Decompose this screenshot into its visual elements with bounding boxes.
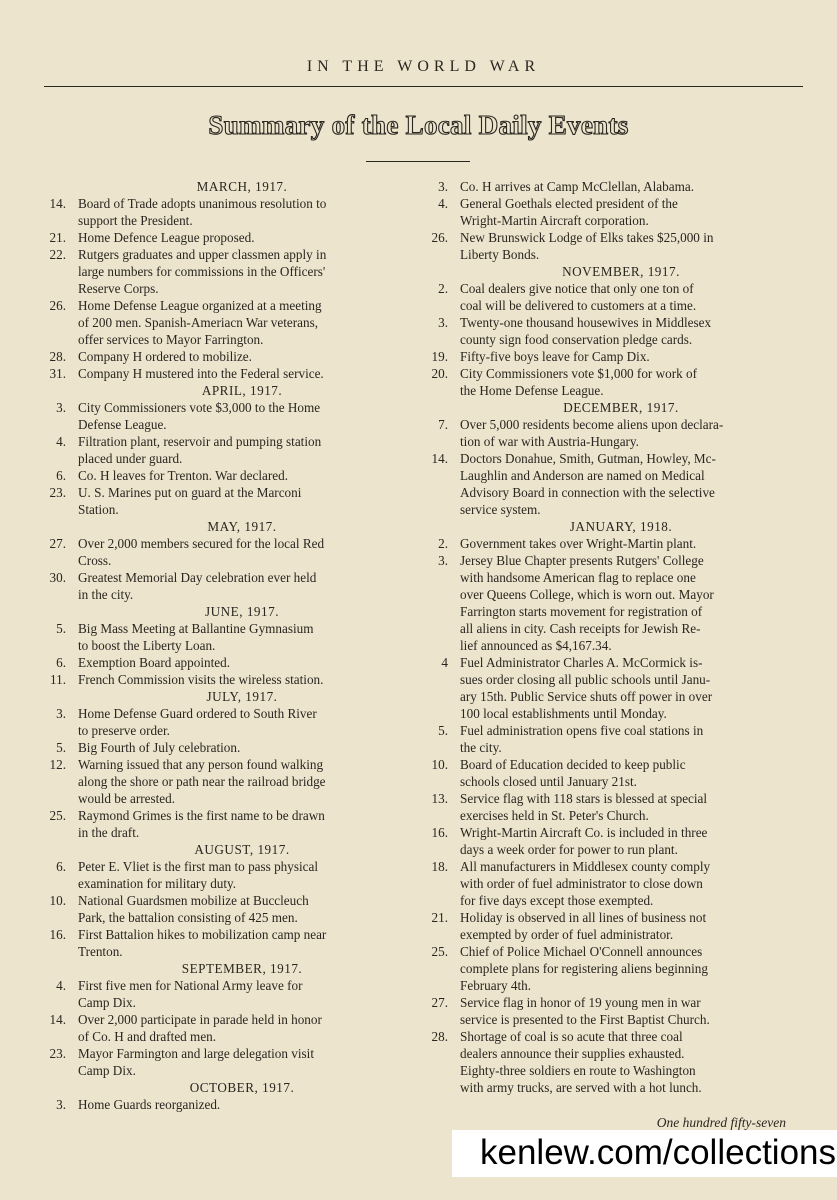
event-text [78, 1045, 410, 1079]
event-text [78, 756, 410, 807]
event-text [78, 739, 410, 756]
event-line: Chief of Police Michael O'Connell announces [460, 944, 703, 959]
event-line: Board of Education decided to keep public [460, 757, 686, 772]
event-text [460, 280, 786, 314]
event-text [78, 229, 410, 246]
event-text [460, 943, 786, 994]
event-day: 6. [56, 859, 66, 874]
event-text [460, 552, 786, 654]
event-entry [420, 994, 786, 1028]
event-text [460, 348, 786, 365]
event-text [78, 348, 410, 365]
event-line: support the President. [78, 213, 193, 228]
event-entry [420, 450, 786, 518]
event-line: Over 2,000 members secured for the local Red [78, 536, 325, 551]
event-line: tion of war with Austria-Hungary. [460, 434, 639, 449]
event-entry [420, 858, 786, 909]
event-line: offer services to Mayor Farrington. [78, 332, 264, 347]
event-entry [420, 722, 786, 756]
event-day: 27. [49, 536, 66, 551]
event-text [460, 824, 786, 858]
event-day: 14. [431, 451, 448, 466]
event-text [78, 1011, 410, 1045]
watermark-url: kenlew.com/collections [452, 1130, 837, 1177]
event-text [460, 722, 786, 756]
event-text [78, 926, 410, 960]
month-heading: JUNE, 1917. [204, 604, 279, 619]
event-text [78, 297, 410, 348]
event-line: complete plans for registering aliens beginning [460, 961, 708, 976]
event-day: 18. [431, 859, 448, 874]
event-line: the city. [460, 740, 502, 755]
event-text [460, 229, 786, 263]
event-day: 3. [56, 706, 66, 721]
event-entry [420, 195, 786, 229]
event-day: 4 [441, 655, 448, 670]
event-day: 4. [438, 196, 448, 211]
event-line: placed under guard. [78, 451, 183, 466]
event-text [78, 654, 410, 671]
event-line: Mayor Farmington and large delegation visit [78, 1046, 314, 1061]
event-line: the Home Defense League. [460, 383, 604, 398]
event-entry [38, 620, 410, 654]
event-text [78, 246, 410, 297]
event-entry [38, 484, 410, 518]
event-line: service system. [460, 502, 541, 517]
event-text [460, 790, 786, 824]
event-line: examination for military duty. [78, 876, 237, 891]
event-line: Fifty-five boys leave for Camp Dix. [460, 349, 650, 364]
event-entry [38, 229, 410, 246]
event-text [460, 178, 786, 195]
event-day: 5. [438, 723, 448, 738]
event-day: 23. [49, 485, 66, 500]
event-line: Advisory Board in connection with the selective [460, 485, 715, 500]
event-line: 100 local establishments until Monday. [460, 706, 667, 721]
event-entry [38, 569, 410, 603]
month-heading: DECEMBER, 1917. [563, 400, 679, 415]
event-line: Doctors Donahue, Smith, Gutman, Howley, Mc- [460, 451, 716, 466]
event-text [78, 535, 410, 569]
event-line: in the draft. [78, 825, 140, 840]
event-line: schools closed until January 21st. [460, 774, 637, 789]
event-day: 21. [49, 230, 66, 245]
event-text [460, 654, 786, 722]
event-line: Wright-Martin Aircraft corporation. [460, 213, 649, 228]
event-line: Eighty-three soldiers en route to Washington [460, 1063, 696, 1078]
event-text [78, 705, 410, 739]
event-entry [420, 1028, 786, 1096]
event-text [78, 1096, 410, 1113]
event-entry [38, 671, 410, 688]
event-entry [420, 348, 786, 365]
event-entry [38, 1011, 410, 1045]
event-line: Home Defence League proposed. [78, 230, 255, 245]
event-day: 3. [438, 179, 448, 194]
event-text [78, 433, 410, 467]
event-text [78, 467, 410, 484]
event-text [78, 569, 410, 603]
event-line: Fuel administration opens five coal stations in [460, 723, 704, 738]
event-line: Rutgers graduates and upper classmen apply in [78, 247, 327, 262]
event-line: City Commissioners vote $1,000 for work of [460, 366, 697, 381]
event-line: Farrington starts movement for registration of [460, 604, 703, 619]
event-line: of 200 men. Spanish-Ameriacn War veterans, [78, 315, 319, 330]
event-line: coal will be delivered to customers at a time. [460, 298, 697, 313]
month-heading: OCTOBER, 1917. [189, 1080, 295, 1095]
event-line: Camp Dix. [78, 995, 136, 1010]
event-text [460, 195, 786, 229]
event-line: February 4th. [460, 978, 532, 993]
event-text [78, 365, 410, 382]
event-day: 11. [50, 672, 66, 687]
event-line: Park, the battalion consisting of 425 men. [78, 910, 298, 925]
event-day: 28. [49, 349, 66, 364]
event-text [460, 365, 786, 399]
event-text [460, 858, 786, 909]
event-day: 26. [431, 230, 448, 245]
event-entry [420, 654, 786, 722]
event-day: 4. [56, 978, 66, 993]
event-entry [420, 552, 786, 654]
event-entry [420, 229, 786, 263]
header-rule [44, 86, 803, 87]
right-column [420, 178, 786, 1096]
event-text [460, 909, 786, 943]
event-line: Company H mustered into the Federal service. [78, 366, 324, 381]
event-day: 4. [56, 434, 66, 449]
event-text [78, 858, 410, 892]
event-line: Over 5,000 residents become aliens upon declara- [460, 417, 724, 432]
event-day: 5. [56, 740, 66, 755]
event-line: New Brunswick Lodge of Elks takes $25,000 in [460, 230, 714, 245]
event-text [460, 535, 786, 552]
event-text [460, 314, 786, 348]
month-heading: MARCH, 1917. [196, 179, 288, 194]
event-entry [420, 824, 786, 858]
event-line: with army trucks, are served with a hot lunch. [460, 1080, 702, 1095]
event-line: Greatest Memorial Day celebration ever held [78, 570, 317, 585]
event-line: exercises held in St. Peter's Church. [460, 808, 649, 823]
event-line: large numbers for commissions in the Officers' [78, 264, 326, 279]
event-text [78, 671, 410, 688]
event-line: exempted by order of fuel administrator. [460, 927, 674, 942]
event-entry [38, 654, 410, 671]
event-line: days a week order for power to run plant. [460, 842, 678, 857]
event-entry [420, 943, 786, 994]
event-line: with handsome American flag to replace one [460, 570, 696, 585]
event-line: Exemption Board appointed. [78, 655, 230, 670]
event-entry [420, 365, 786, 399]
event-day: 26. [49, 298, 66, 313]
event-day: 20. [431, 366, 448, 381]
event-line: Company H ordered to mobilize. [78, 349, 252, 364]
event-day: 27. [431, 995, 448, 1010]
event-line: Coal dealers give notice that only one ton of [460, 281, 694, 296]
event-text [78, 399, 410, 433]
event-line: City Commissioners vote $3,000 to the Home [78, 400, 321, 415]
event-line: Jersey Blue Chapter presents Rutgers' College [460, 553, 704, 568]
event-day: 16. [49, 927, 66, 942]
event-day: 5. [56, 621, 66, 636]
event-text [78, 620, 410, 654]
event-entry [420, 909, 786, 943]
event-day: 16. [431, 825, 448, 840]
event-entry [38, 535, 410, 569]
event-day: 10. [49, 893, 66, 908]
event-entry [38, 739, 410, 756]
event-line: Holiday is observed in all lines of business not [460, 910, 707, 925]
left-column [38, 178, 410, 1113]
event-text [460, 450, 786, 518]
event-line: Big Mass Meeting at Ballantine Gymnasium [78, 621, 314, 636]
event-day: 3. [438, 553, 448, 568]
event-day: 13. [431, 791, 448, 806]
event-day: 23. [49, 1046, 66, 1061]
event-day: 2. [438, 536, 448, 551]
event-entry [38, 705, 410, 739]
event-line: would be arrested. [78, 791, 176, 806]
event-text [460, 756, 786, 790]
event-entry [38, 977, 410, 1011]
event-entry [38, 892, 410, 926]
event-entry [38, 246, 410, 297]
event-line: Defense League. [78, 417, 167, 432]
month-heading: APRIL, 1917. [201, 383, 283, 398]
event-entry [38, 807, 410, 841]
event-day: 19. [431, 349, 448, 364]
event-entry [420, 314, 786, 348]
event-line: Wright-Martin Aircraft Co. is included in three [460, 825, 708, 840]
event-entry [38, 399, 410, 433]
event-line: Service flag in honor of 19 young men in war [460, 995, 701, 1010]
month-heading: AUGUST, 1917. [194, 842, 290, 857]
event-day: 3. [56, 1097, 66, 1112]
event-line: Board of Trade adopts unanimous resolution to [78, 196, 327, 211]
event-day: 6. [56, 655, 66, 670]
event-day: 25. [49, 808, 66, 823]
event-line: sues order closing all public schools until Janu- [460, 672, 711, 687]
event-day: 28. [431, 1029, 448, 1044]
page-number: One hundred fifty-seven [656, 1115, 786, 1130]
event-line: French Commission visits the wireless station. [78, 672, 324, 687]
event-line: with order of fuel administrator to close down [460, 876, 703, 891]
month-heading: MAY, 1917. [207, 519, 277, 534]
event-entry [420, 535, 786, 552]
event-line: Shortage of coal is so acute that three coal [460, 1029, 683, 1044]
event-day: 12. [49, 757, 66, 772]
event-line: General Goethals elected president of the [460, 196, 678, 211]
event-line: lief announced as $4,167.34. [460, 638, 612, 653]
event-line: Big Fourth of July celebration. [78, 740, 241, 755]
event-day: 3. [56, 400, 66, 415]
event-entry [420, 280, 786, 314]
event-line: U. S. Marines put on guard at the Marconi [78, 485, 302, 500]
event-day: 6. [56, 468, 66, 483]
event-day: 7. [438, 417, 448, 432]
event-line: National Guardsmen mobilize at Buccleuch [78, 893, 309, 908]
event-entry [420, 178, 786, 195]
event-text [78, 807, 410, 841]
event-line: ary 15th. Public Service shuts off power in over [460, 689, 713, 704]
event-line: Co. H leaves for Trenton. War declared. [78, 468, 289, 483]
event-day: 14. [49, 196, 66, 211]
event-day: 14. [49, 1012, 66, 1027]
event-line: Reserve Corps. [78, 281, 159, 296]
page-title: Summary of the Local Daily Events [208, 110, 629, 140]
event-line: all aliens in city. Cash receipts for Jewish Re- [460, 621, 701, 636]
event-line: in the city. [78, 587, 134, 602]
event-entry [38, 467, 410, 484]
event-line: Filtration plant, reservoir and pumping station [78, 434, 322, 449]
event-line: of Co. H and drafted men. [78, 1029, 217, 1044]
event-entry [420, 416, 786, 450]
event-text [78, 195, 410, 229]
event-text [460, 1028, 786, 1096]
event-entry [420, 756, 786, 790]
event-text [78, 892, 410, 926]
event-line: Camp Dix. [78, 1063, 136, 1078]
event-line: along the shore or path near the railroad bridge [78, 774, 326, 789]
month-heading: NOVEMBER, 1917. [562, 264, 680, 279]
event-entry [38, 1045, 410, 1079]
event-day: 25. [431, 944, 448, 959]
event-day: 22. [49, 247, 66, 262]
event-line: to boost the Liberty Loan. [78, 638, 216, 653]
event-entry [38, 297, 410, 348]
event-line: Station. [78, 502, 119, 517]
month-heading: JULY, 1917. [206, 689, 278, 704]
event-line: Laughlin and Anderson are named on Medical [460, 468, 705, 483]
event-text [460, 416, 786, 450]
event-day: 30. [49, 570, 66, 585]
event-text [78, 977, 410, 1011]
event-text [78, 484, 410, 518]
event-line: Over 2,000 participate in parade held in honor [78, 1012, 322, 1027]
event-line: Trenton. [78, 944, 123, 959]
month-heading: SEPTEMBER, 1917. [181, 961, 303, 976]
event-line: to preserve order. [78, 723, 170, 738]
event-day: 31. [49, 366, 66, 381]
event-line: Warning issued that any person found walking [78, 757, 324, 772]
event-entry [38, 348, 410, 365]
event-entry [420, 790, 786, 824]
event-line: Service flag with 118 stars is blessed at special [460, 791, 708, 806]
event-line: over Queens College, which is worn out. Mayor [460, 587, 714, 602]
event-line: Home Guards reorganized. [78, 1097, 221, 1112]
event-day: 3. [438, 315, 448, 330]
event-entry [38, 433, 410, 467]
event-line: Home Defense Guard ordered to South River [78, 706, 317, 721]
event-day: 21. [431, 910, 448, 925]
event-entry [38, 365, 410, 382]
event-line: for five days except those exempted. [460, 893, 654, 908]
event-line: Raymond Grimes is the first name to be drawn [78, 808, 325, 823]
event-line: Home Defense League organized at a meeting [78, 298, 322, 313]
event-line: service is presented to the First Baptist Church. [460, 1012, 710, 1027]
event-entry [38, 1096, 410, 1113]
event-line: Government takes over Wright-Martin plant. [460, 536, 697, 551]
event-entry [38, 195, 410, 229]
event-line: First five men for National Army leave for [78, 978, 303, 993]
running-head: IN THE WORLD WAR [306, 58, 541, 75]
event-line: Liberty Bonds. [460, 247, 540, 262]
event-line: Fuel Administrator Charles A. McCormick is- [460, 655, 703, 670]
event-entry [38, 858, 410, 892]
event-line: Cross. [78, 553, 112, 568]
title-divider [366, 161, 470, 162]
event-line: dealers announce their supplies exhausted. [460, 1046, 685, 1061]
event-day: 10. [431, 757, 448, 772]
month-heading: JANUARY, 1918. [569, 519, 673, 534]
event-line: Twenty-one thousand housewives in Middlesex [460, 315, 712, 330]
event-day: 2. [438, 281, 448, 296]
event-line: All manufacturers in Middlesex county comply [460, 859, 711, 874]
event-line: Peter E. Vliet is the first man to pass physical [78, 859, 319, 874]
event-line: Co. H arrives at Camp McClellan, Alabama. [460, 179, 695, 194]
event-line: First Battalion hikes to mobilization camp near [78, 927, 327, 942]
event-entry [38, 926, 410, 960]
event-line: county sign food conservation pledge cards. [460, 332, 693, 347]
event-entry [38, 756, 410, 807]
event-text [460, 994, 786, 1028]
